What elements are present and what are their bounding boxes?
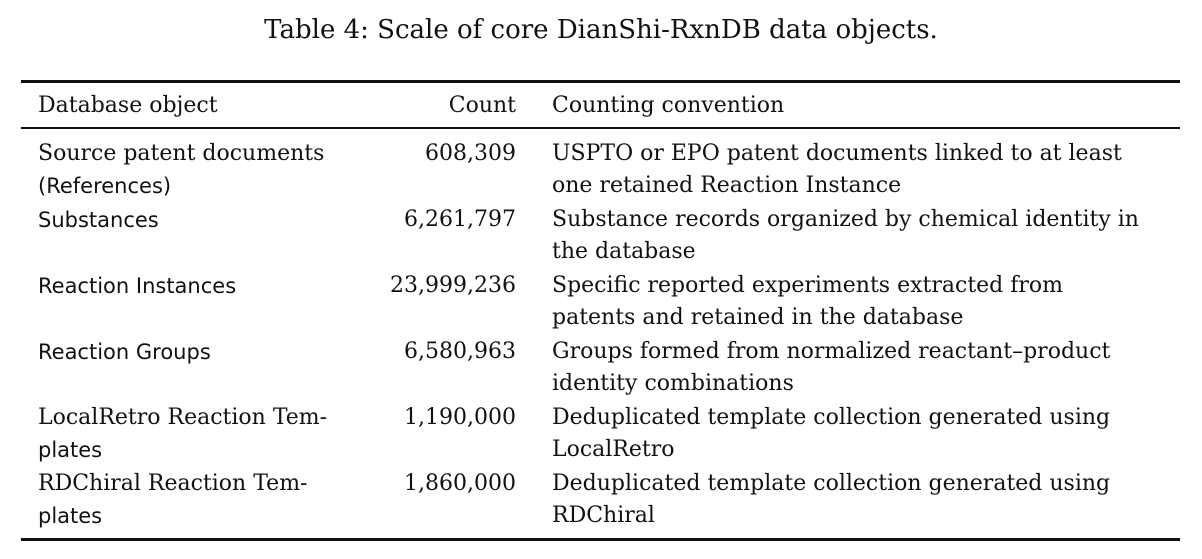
row-1-object-line-1: Source patent documents	[38, 141, 325, 166]
header-rule	[21, 127, 1180, 129]
header-count: Count	[448, 93, 516, 118]
row-5-count: 1,190,000	[404, 405, 516, 430]
row-6-object	[38, 468, 356, 532]
row-2-count: 6,261,797	[404, 207, 516, 232]
row-1-count: 608,309	[425, 141, 516, 166]
row-6-convention-line-1: Deduplicated template collection generated using	[552, 471, 1111, 496]
row-6-convention	[552, 468, 1164, 532]
row-5-object	[38, 402, 356, 466]
bottom-rule	[21, 538, 1180, 541]
row-1-object-line-2: (References)	[38, 174, 172, 198]
row-4-object	[38, 336, 356, 368]
row-3-object-line-1: Reaction Instances	[38, 274, 237, 298]
row-5-convention-line-1: Deduplicated template collection generated using	[552, 405, 1111, 430]
row-5-object-line-1: LocalRetro Reaction Tem-	[38, 405, 328, 430]
row-1-object	[38, 138, 356, 202]
row-3-object	[38, 270, 356, 302]
row-5-convention	[552, 402, 1164, 466]
row-6-count: 1,860,000	[404, 471, 516, 496]
row-3-count: 23,999,236	[390, 273, 516, 298]
row-4-convention-line-1: Groups formed from normalized reactant–product	[552, 339, 1111, 364]
row-6-object-line-1: RDChiral Reaction Tem-	[38, 471, 308, 496]
row-4-convention-line-2: identity combinations	[552, 371, 794, 396]
row-4-convention	[552, 336, 1164, 400]
row-1-convention	[552, 138, 1164, 202]
header-database-object: Database object	[38, 93, 218, 118]
row-2-convention-line-1: Substance records organized by chemical identity in	[552, 207, 1139, 232]
row-2-object	[38, 204, 356, 236]
row-1-convention-line-1: USPTO or EPO patent documents linked to at least	[552, 141, 1122, 166]
row-1-convention-line-2: one retained Reaction Instance	[552, 173, 902, 198]
row-5-object-line-2: plates	[38, 438, 103, 462]
row-4-count: 6,580,963	[404, 339, 516, 364]
row-2-convention	[552, 204, 1164, 268]
top-rule	[21, 80, 1180, 83]
row-6-object-line-2: plates	[38, 504, 103, 528]
row-6-convention-line-2: RDChiral	[552, 503, 655, 528]
row-3-convention	[552, 270, 1164, 334]
row-2-convention-line-2: the database	[552, 239, 696, 264]
row-5-convention-line-2: LocalRetro	[552, 437, 675, 462]
row-2-object-line-1: Substances	[38, 208, 159, 232]
table-caption: Table 4: Scale of core DianShi-RxnDB data objects.	[264, 15, 938, 45]
row-3-convention-line-2: patents and retained in the database	[552, 305, 964, 330]
row-4-object-line-1: Reaction Groups	[38, 340, 211, 364]
row-3-convention-line-1: Specific reported experiments extracted from	[552, 273, 1064, 298]
header-counting-convention: Counting convention	[552, 93, 785, 118]
